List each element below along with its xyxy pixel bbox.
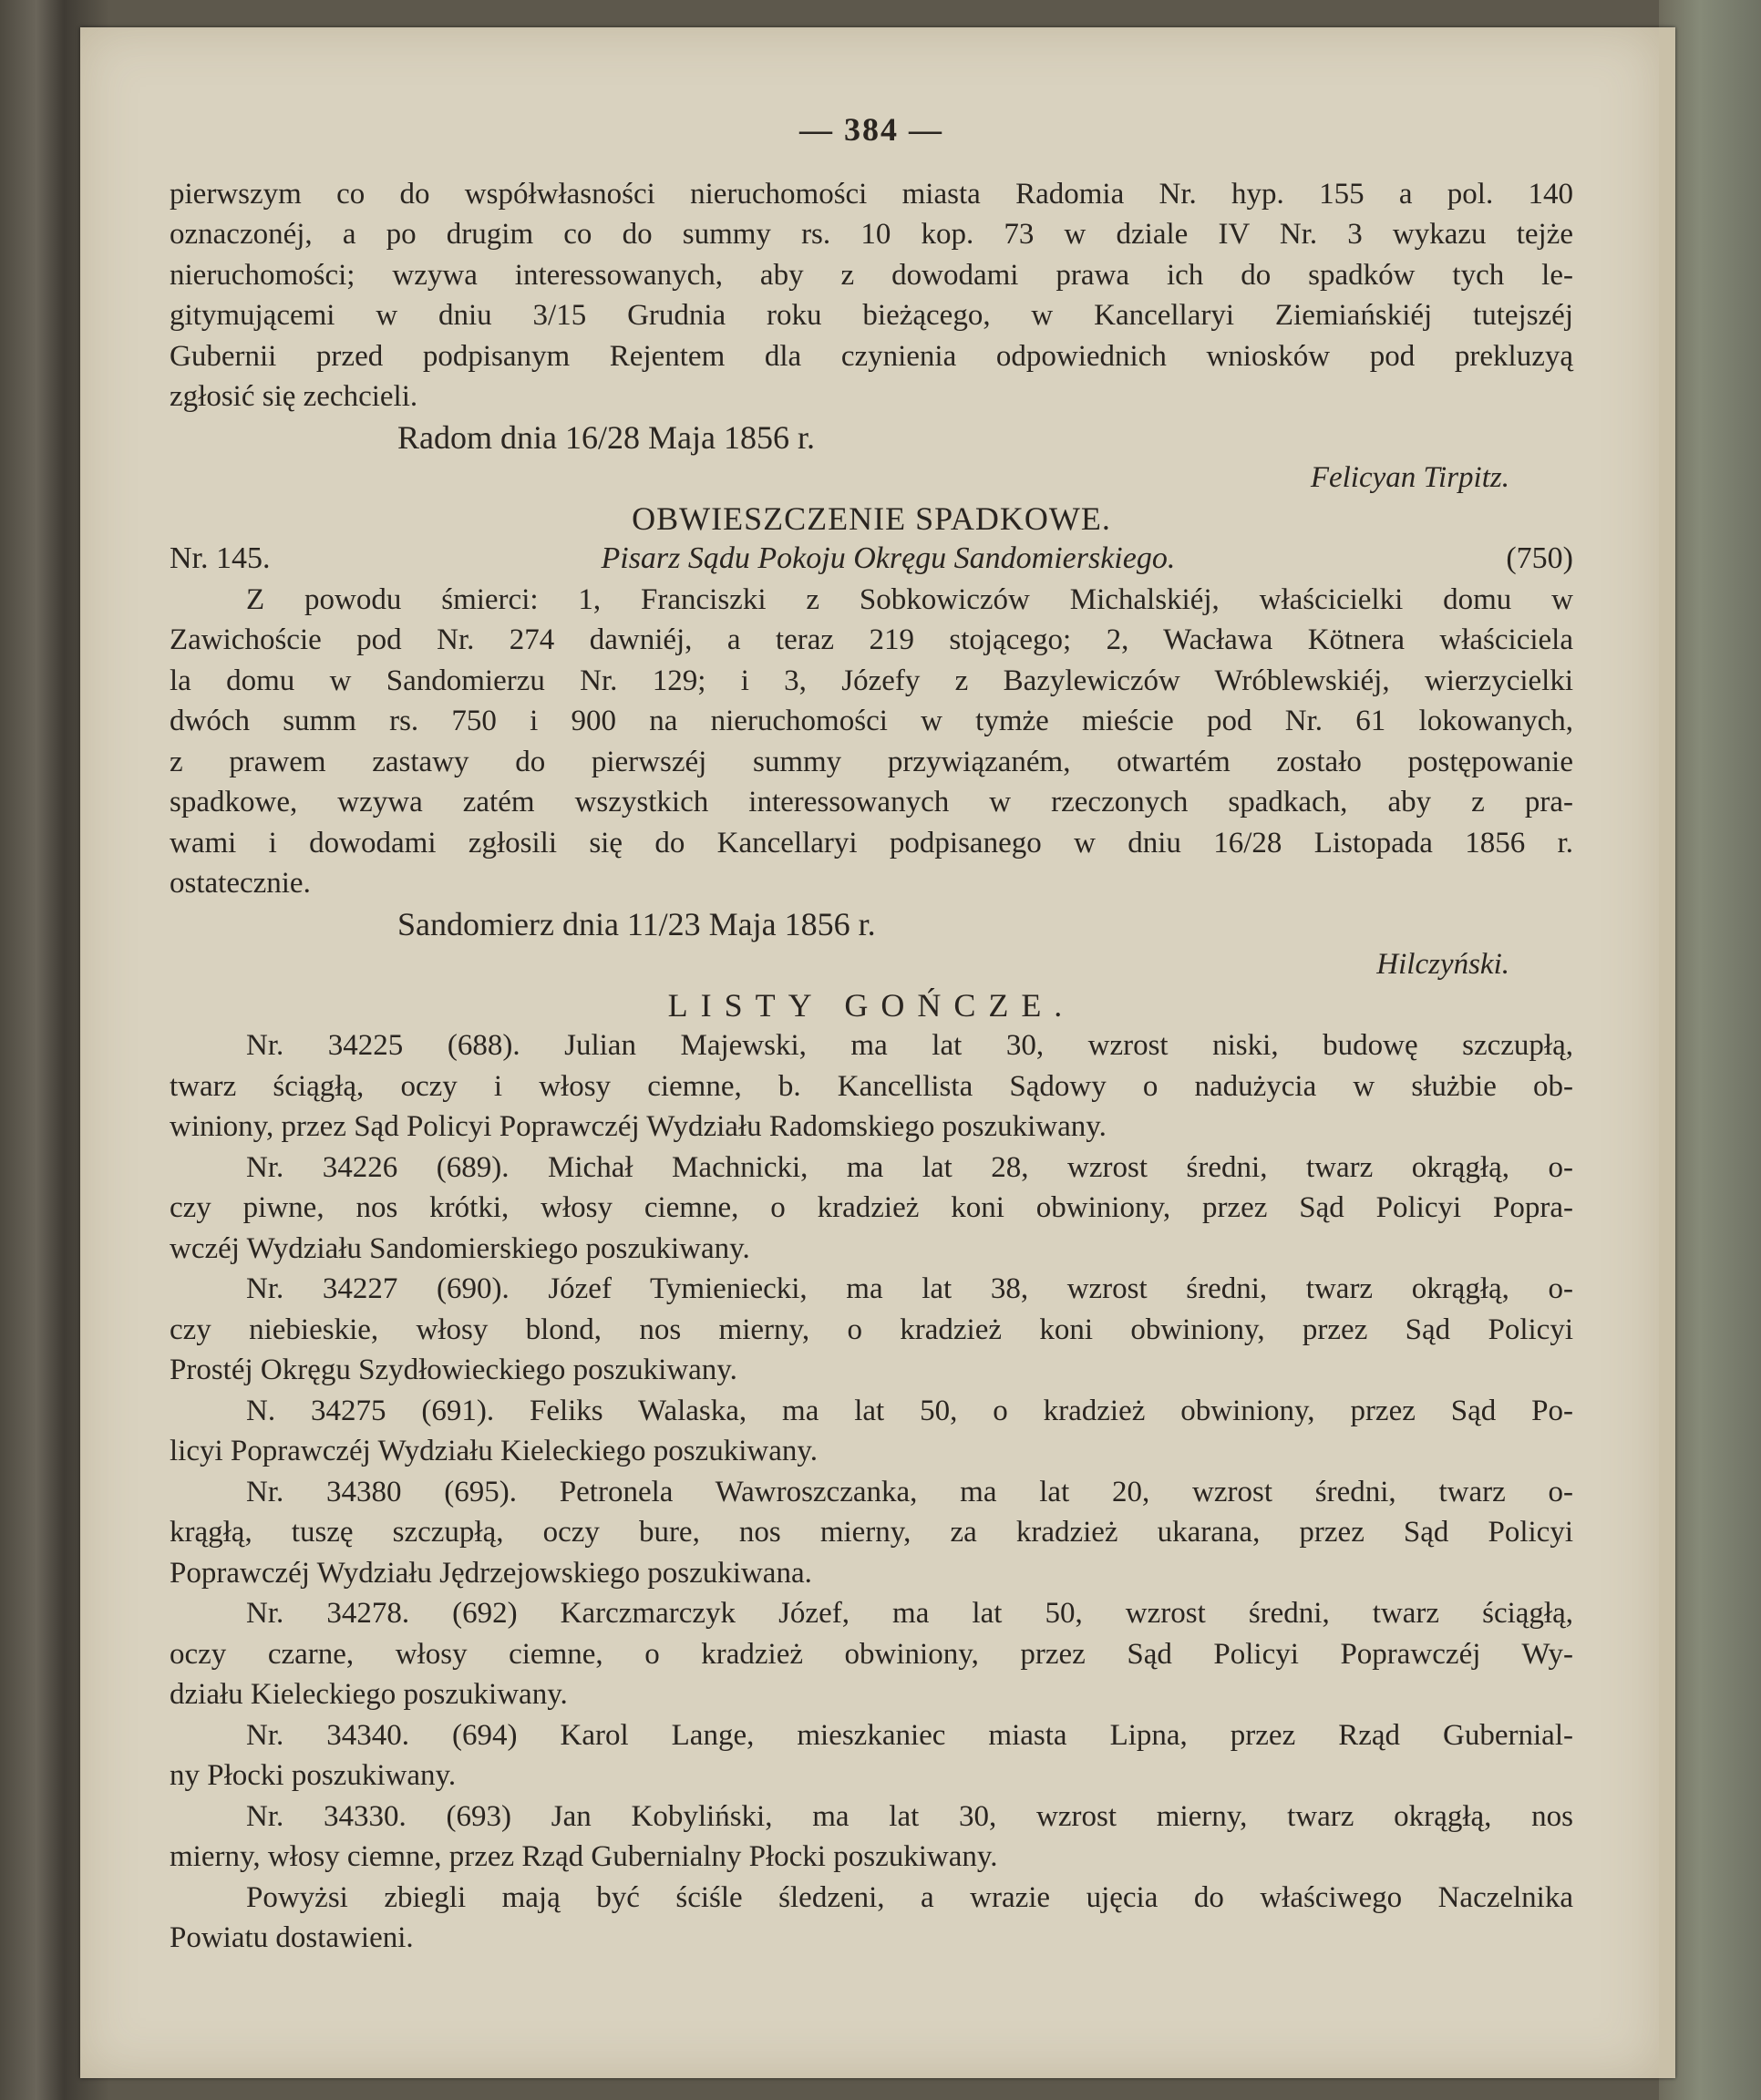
text-line: czy piwne, nos krótki, włosy ciemne, o kradzież koni obwiniony, przez Sąd Policyi Popra- [170,1191,1573,1224]
text-line: Nr. 34340. (694) Karol Lange, mieszkaniec miasta Lipna, przez Rząd Gubernial- [246,1718,1573,1752]
text-line: wami i dowodami zgłosili się do Kancellaryi podpisanego w dniu 16/28 Listopada 1856 r. [170,826,1573,860]
text-line: mierny, włosy ciemne, przez Rząd Gubernialny Płocki poszukiwany. [170,1840,998,1873]
text-line: Nr. 34226 (689). Michał Machnicki, ma lat 28, wzrost średni, twarz okrągłą, o- [246,1150,1573,1184]
text-line: twarz ściągłą, oczy i włosy ciemne, b. Kancellista Sądowy o nadużycia w służbie ob- [170,1069,1573,1103]
text-line: pierwszym co do współwłasności nieruchomości miasta Radomia Nr. hyp. 155 a pol. 140 [170,177,1573,211]
text-line: oczy czarne, włosy ciemne, o kradzież obwiniony, przez Sąd Policyi Poprawczéj Wy- [170,1637,1573,1671]
date-line-1: Radom dnia 16/28 Maja 1856 r. [397,418,815,456]
text-line: wczéj Wydziału Sandomierskiego poszukiwany. [170,1231,750,1265]
signature-2: Hilczyński. [1376,948,1509,981]
text-line: zgłosić się zechcieli. [170,380,418,413]
entry-office: Pisarz Sądu Pokoju Okręgu Sandomierskiego. [601,541,1176,575]
text-line: spadkowe, wzywa zatém wszystkich interessowanych w rzeczonych spadkach, aby z pra- [170,786,1573,818]
text-line: gitymującemi w dniu 3/15 Grudnia roku bieżącego, w Kancellaryi Ziemiańskiéj tutejszéj [170,299,1573,332]
text-line: Z powodu śmierci: 1, Franciszki z Sobkowiczów Michalskiéj, właścicielki domu w [246,582,1573,616]
text-line: Zawichoście pod Nr. 274 dawniéj, a teraz 219 stojącego; 2, Wacława Kötnera właściciela [170,623,1573,656]
text-line: Prostéj Okręgu Szydłowieckiego poszukiwany. [170,1354,737,1386]
text-line: Nr. 34227 (690). Józef Tymieniecki, ma lat 38, wzrost średni, twarz okrągłą, o- [246,1272,1573,1305]
text-line: oznaczonéj, a po drugim co do summy rs. 10 kop. 73 w dziale IV Nr. 3 wykazu tejże [170,218,1573,251]
text-line: Poprawczéj Wydziału Jędrzejowskiego poszukiwana. [170,1556,812,1590]
text-line: nieruchomości; wzywa interessowanych, aby z dowodami prawa ich do spadków tych le- [170,258,1573,292]
paragraph-1 [170,174,1573,417]
paragraph-3 [170,1025,1573,1959]
text-line: Nr. 34330. (693) Jan Kobyliński, ma lat 30, wzrost mierny, twarz okrągłą, nos [246,1799,1573,1833]
text-line: la domu w Sandomierzu Nr. 129; i 3, Józefy z Bazylewiczów Wróblewskiéj, wierzycielki [170,664,1573,697]
text-line: winiony, przez Sąd Policyi Poprawczéj Wydziału Radomskiego poszukiwany. [170,1110,1107,1143]
text-line: Gubernii przed podpisanym Rejentem dla czynienia odpowiednich wniosków pod prekluzyą [170,339,1573,373]
text-line: działu Kieleckiego poszukiwany. [170,1678,568,1711]
text-line: czy niebieskie, włosy blond, nos mierny, o kradzież koni obwiniony, przez Sąd Policyi [170,1312,1573,1346]
text-line: krągłą, tuszę szczupłą, oczy bure, nos mierny, za kradzież ukarana, przez Sąd Policyi [170,1516,1573,1549]
text-line: Nr. 34225 (688). Julian Majewski, ma lat 30, wzrost niski, budowę szczupłą, [246,1029,1573,1062]
text-line: Powyżsi zbiegli mają być ściśle śledzeni, a wrazie ujęcia do właściwego Naczelnika [246,1880,1573,1914]
text-line: ostatecznie. [170,867,311,900]
text-line: ny Płocki poszukiwany. [170,1759,457,1792]
text-line: Nr. 34380 (695). Petronela Wawroszczanka, ma lat 20, wzrost średni, twarz o- [246,1475,1573,1508]
heading-listy-goncze: LISTY GOŃCZE. [667,986,1076,1024]
entry-header [170,539,1573,580]
text-line: Nr. 34278. (692) Karczmarczyk Józef, ma lat 50, wzrost średni, twarz ściągłą, [246,1597,1573,1630]
page-number: — 384 — [799,111,943,148]
entry-ref: (750) [1506,541,1573,575]
text-line: licyi Poprawczéj Wydziału Kieleckiego poszukiwany. [170,1435,818,1467]
paragraph-2 [170,580,1573,904]
text-line: z prawem zastawy do pierwszéj summy przywiązaném, otwartém zostało postępowanie [170,745,1573,778]
text-line: N. 34275 (691). Feliks Walaska, ma lat 50, o kradzież obwiniony, przez Sąd Po- [246,1394,1573,1427]
entry-number: Nr. 145. [170,541,271,575]
signature-1: Felicyan Tirpitz. [1310,461,1509,494]
text-line: dwóch summ rs. 750 i 900 na nieruchomości w tymże mieście pod Nr. 61 lokowanych, [170,705,1573,737]
page-text [170,109,1573,1959]
heading-obwieszczenie: OBWIESZCZENIE SPADKOWE. [632,499,1111,537]
text-line: Powiatu dostawieni. [170,1921,414,1954]
date-line-2: Sandomierz dnia 11/23 Maja 1856 r. [397,905,876,942]
